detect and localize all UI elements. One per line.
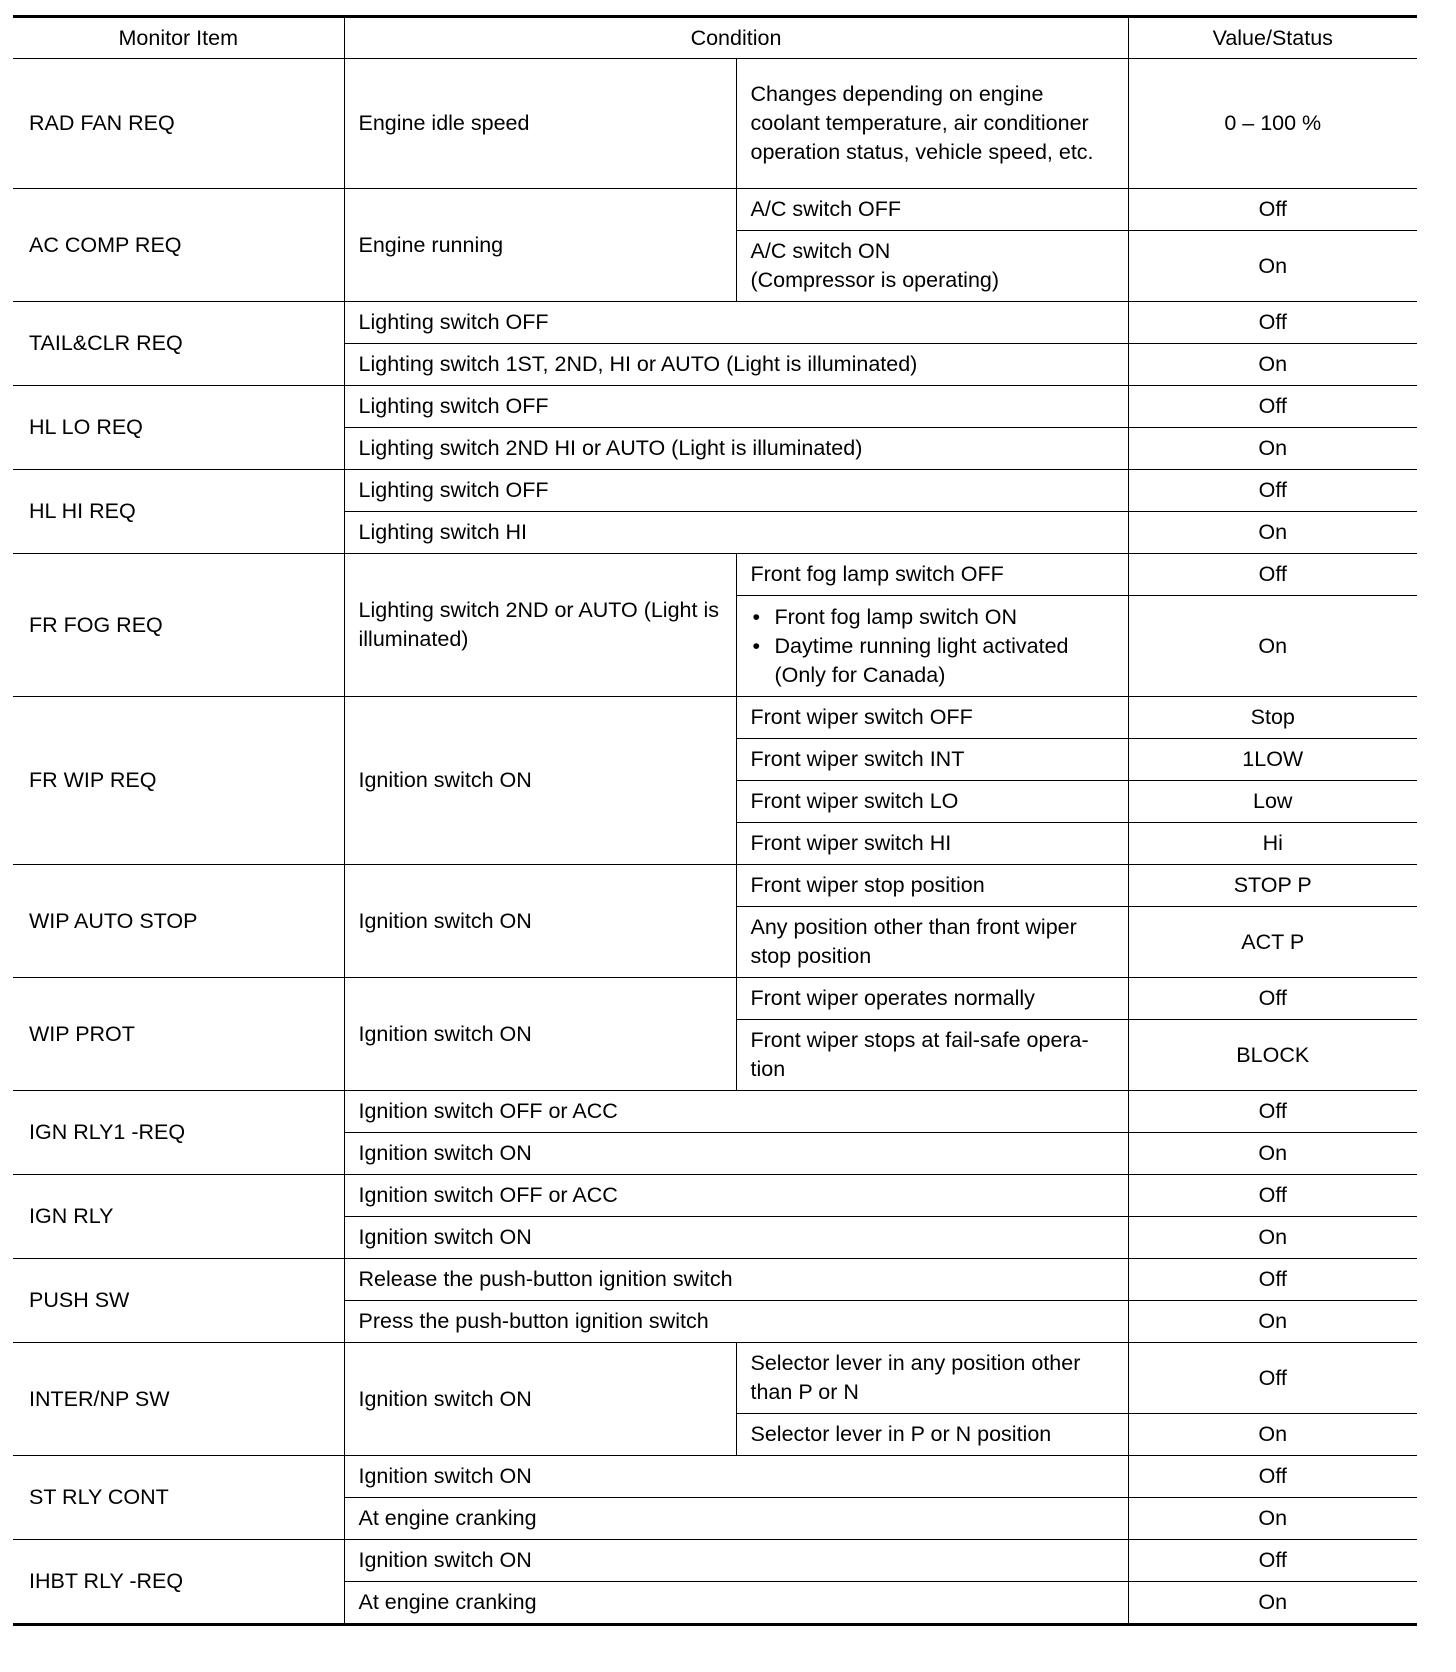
monitor-item: IHBT RLY -REQ bbox=[13, 1540, 344, 1625]
table-row bbox=[13, 470, 1417, 512]
value-status: Off bbox=[1128, 1540, 1417, 1582]
table-row bbox=[13, 554, 1417, 596]
condition-detail bbox=[736, 1020, 1128, 1091]
value-status: On bbox=[1128, 231, 1417, 302]
value-status: Off bbox=[1128, 189, 1417, 231]
value-status: On bbox=[1128, 1301, 1417, 1343]
condition: At engine cranking bbox=[344, 1582, 1128, 1625]
value-status: BLOCK bbox=[1128, 1020, 1417, 1091]
condition-bullet-list bbox=[751, 603, 1114, 690]
value-status: On bbox=[1128, 1414, 1417, 1456]
condition-primary: Ignition switch ON bbox=[344, 865, 736, 978]
value-status: On bbox=[1128, 512, 1417, 554]
bullet-text: Front fog lamp switch ON bbox=[774, 604, 1018, 629]
condition-bullet bbox=[751, 603, 1114, 632]
monitor-item: IGN RLY1 -REQ bbox=[13, 1091, 344, 1175]
condition-line: A/C switch ON bbox=[750, 239, 891, 263]
bullet-text: Daytime running light activated (Only for Canada) bbox=[774, 633, 1069, 687]
condition: Ignition switch ON bbox=[344, 1540, 1128, 1582]
table-row bbox=[13, 1091, 1417, 1133]
monitor-item: ST RLY CONT bbox=[13, 1456, 344, 1540]
condition-line: Front wiper stops at fail-safe opera- bbox=[750, 1028, 1089, 1052]
monitor-item: WIP PROT bbox=[13, 978, 344, 1091]
condition-detail: Front wiper switch LO bbox=[736, 781, 1128, 823]
value-status: Low bbox=[1128, 781, 1417, 823]
monitor-item: FR FOG REQ bbox=[13, 554, 344, 697]
monitor-table bbox=[13, 15, 1417, 1626]
value-status: Off bbox=[1128, 1091, 1417, 1133]
table-row bbox=[13, 865, 1417, 907]
condition-detail: Changes depending on engine coolant temperature, air conditioner operation status, vehicle speed, etc. bbox=[736, 59, 1128, 189]
header-value-status: Value/Status bbox=[1128, 17, 1417, 59]
table-row bbox=[13, 1175, 1417, 1217]
monitor-item: RAD FAN REQ bbox=[13, 59, 344, 189]
value-status: Off bbox=[1128, 978, 1417, 1020]
value-status: Off bbox=[1128, 470, 1417, 512]
condition-detail: Front wiper switch HI bbox=[736, 823, 1128, 865]
bullet-dot-icon: • bbox=[752, 633, 761, 658]
table-row bbox=[13, 978, 1417, 1020]
bullet-dot-icon: • bbox=[752, 604, 761, 629]
table-row bbox=[13, 1343, 1417, 1414]
monitor-item: TAIL&CLR REQ bbox=[13, 302, 344, 386]
condition: Lighting switch OFF bbox=[344, 470, 1128, 512]
value-status: Off bbox=[1128, 1259, 1417, 1301]
table-row bbox=[13, 302, 1417, 344]
condition: Lighting switch 1ST, 2ND, HI or AUTO (Light is illuminated) bbox=[344, 344, 1128, 386]
condition-detail: Selector lever in any position other than P or N bbox=[736, 1343, 1128, 1414]
condition-detail bbox=[736, 231, 1128, 302]
condition: Lighting switch OFF bbox=[344, 302, 1128, 344]
condition-detail bbox=[736, 596, 1128, 697]
value-status: On bbox=[1128, 596, 1417, 697]
condition-primary: Engine idle speed bbox=[344, 59, 736, 189]
monitor-item: FR WIP REQ bbox=[13, 697, 344, 865]
condition-line: tion bbox=[750, 1057, 786, 1081]
value-status: On bbox=[1128, 428, 1417, 470]
monitor-item: HL HI REQ bbox=[13, 470, 344, 554]
condition-primary: Engine running bbox=[344, 189, 736, 302]
condition: Ignition switch ON bbox=[344, 1133, 1128, 1175]
condition: Release the push-button ignition switch bbox=[344, 1259, 1128, 1301]
header-monitor-item: Monitor Item bbox=[13, 17, 344, 59]
condition-primary: Ignition switch ON bbox=[344, 697, 736, 865]
table-row bbox=[13, 1540, 1417, 1582]
table-row bbox=[13, 59, 1417, 189]
value-status: Off bbox=[1128, 302, 1417, 344]
condition-detail: Front wiper stop position bbox=[736, 865, 1128, 907]
condition: Ignition switch ON bbox=[344, 1456, 1128, 1498]
condition-detail: Any position other than front wiper stop position bbox=[736, 907, 1128, 978]
monitor-item: AC COMP REQ bbox=[13, 189, 344, 302]
value-status: Hi bbox=[1128, 823, 1417, 865]
condition-primary: Ignition switch ON bbox=[344, 1343, 736, 1456]
table-row bbox=[13, 1456, 1417, 1498]
condition: Ignition switch OFF or ACC bbox=[344, 1175, 1128, 1217]
value-status: 0 – 100 % bbox=[1128, 59, 1417, 189]
table-row bbox=[13, 189, 1417, 231]
condition-line: (Compressor is operating) bbox=[750, 268, 1000, 292]
condition-detail: Front wiper operates normally bbox=[736, 978, 1128, 1020]
condition-primary: Ignition switch ON bbox=[344, 978, 736, 1091]
value-status: Off bbox=[1128, 554, 1417, 596]
condition: Lighting switch HI bbox=[344, 512, 1128, 554]
condition: Lighting switch 2ND HI or AUTO (Light is illuminated) bbox=[344, 428, 1128, 470]
value-status: On bbox=[1128, 1582, 1417, 1625]
condition-detail: Selector lever in P or N position bbox=[736, 1414, 1128, 1456]
table-row bbox=[13, 386, 1417, 428]
value-status: Off bbox=[1128, 1456, 1417, 1498]
value-status: 1LOW bbox=[1128, 739, 1417, 781]
condition: Ignition switch ON bbox=[344, 1217, 1128, 1259]
condition: Press the push-button ignition switch bbox=[344, 1301, 1128, 1343]
monitor-item: WIP AUTO STOP bbox=[13, 865, 344, 978]
header-condition: Condition bbox=[344, 17, 1128, 59]
value-status: On bbox=[1128, 1217, 1417, 1259]
value-status: Off bbox=[1128, 1175, 1417, 1217]
monitor-item: INTER/NP SW bbox=[13, 1343, 344, 1456]
condition-detail: Front wiper switch OFF bbox=[736, 697, 1128, 739]
condition: Ignition switch OFF or ACC bbox=[344, 1091, 1128, 1133]
value-status: ACT P bbox=[1128, 907, 1417, 978]
monitor-item: HL LO REQ bbox=[13, 386, 344, 470]
condition-bullet bbox=[751, 632, 1114, 690]
table-row bbox=[13, 1259, 1417, 1301]
condition-detail: Front fog lamp switch OFF bbox=[736, 554, 1128, 596]
header-row bbox=[13, 17, 1417, 59]
table-row bbox=[13, 697, 1417, 739]
value-status: On bbox=[1128, 1498, 1417, 1540]
condition-primary: Lighting switch 2ND or AUTO (Light is illuminated) bbox=[344, 554, 736, 697]
monitor-item: IGN RLY bbox=[13, 1175, 344, 1259]
value-status: On bbox=[1128, 1133, 1417, 1175]
condition-detail: Front wiper switch INT bbox=[736, 739, 1128, 781]
value-status: Off bbox=[1128, 1343, 1417, 1414]
condition: Lighting switch OFF bbox=[344, 386, 1128, 428]
value-status: Stop bbox=[1128, 697, 1417, 739]
value-status: On bbox=[1128, 344, 1417, 386]
value-status: STOP P bbox=[1128, 865, 1417, 907]
condition: At engine cranking bbox=[344, 1498, 1128, 1540]
condition-detail: A/C switch OFF bbox=[736, 189, 1128, 231]
value-status: Off bbox=[1128, 386, 1417, 428]
monitor-item: PUSH SW bbox=[13, 1259, 344, 1343]
